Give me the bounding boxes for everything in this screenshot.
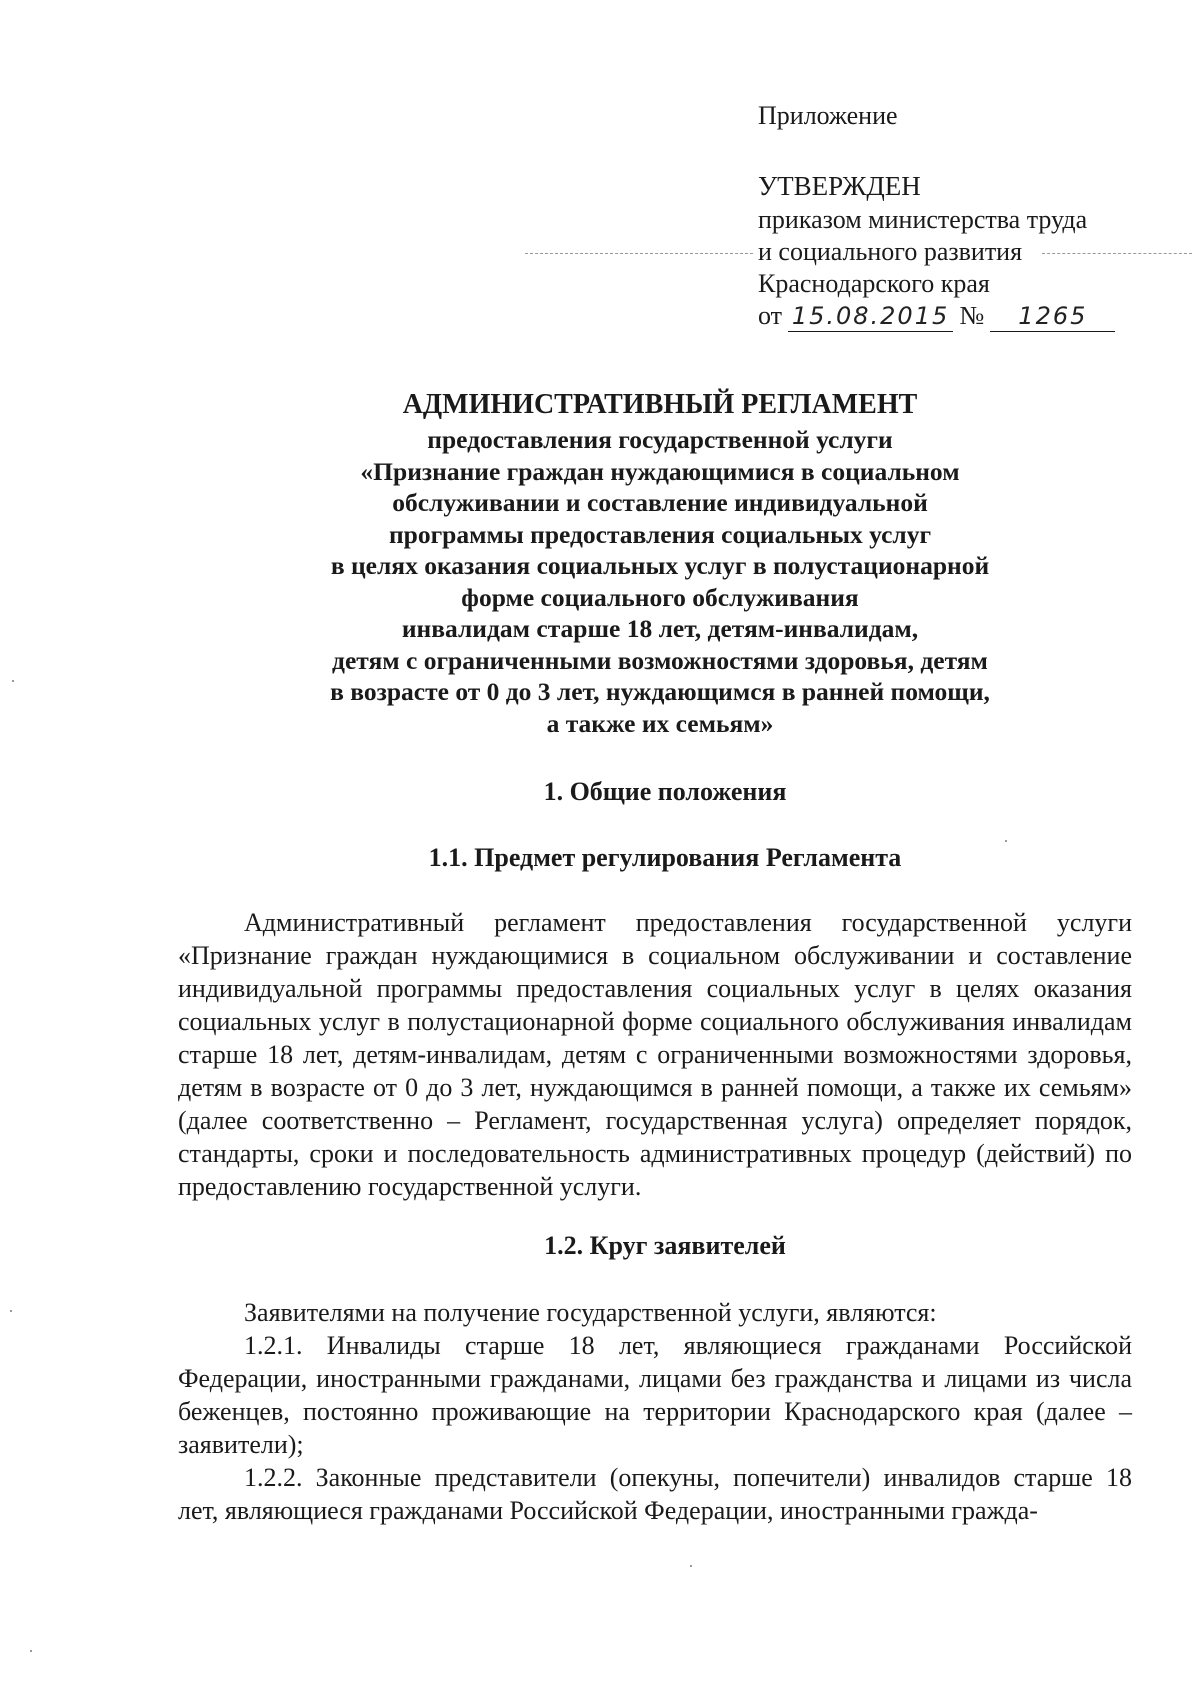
section-heading-general: 1. Общие положения: [543, 777, 787, 806]
section-heading-subject: 1.1. Предмет регулирования Регламента: [428, 843, 902, 872]
applicants-item-2: 1.2.2. Законные представители (опекуны, попечители) инвалидов старше 18 лет, являющиеся гражданами Российской Федерации, иностранными гражда-: [178, 1463, 1132, 1525]
scan-speck: [690, 1565, 692, 1567]
approved-label: УТВЕРЖДЕН: [758, 171, 921, 201]
title-line-6: форме социального обслуживания: [461, 582, 859, 612]
applicants-item-1: 1.2.1. Инвалиды старше 18 лет, являющиеся гражданами Российской Федерации, иностранными гражданами, лицами без гражданства и лицами из числа беженцев, постоянно проживающие на территории Краснодарского края (далее – заявители);: [178, 1331, 1132, 1459]
title-line-9: в возрасте от 0 до 3 лет, нуждающимся в ранней помощи,: [330, 677, 990, 706]
title-line-2: «Признание граждан нуждающимися в социальном: [360, 456, 960, 486]
handwritten-date: 15.08.2015: [788, 301, 953, 332]
date-prefix: от: [758, 301, 783, 330]
title-line-3: обслуживании и составление индивидуальной: [392, 488, 928, 517]
approval-line-1: приказом министерства труда: [758, 205, 1088, 234]
scan-speck: [1005, 840, 1007, 842]
applicants-block: [178, 1296, 1132, 1527]
title-line-8: детям с ограниченными возможностями здоровья, детям: [332, 645, 988, 675]
dashed-rule-left: [525, 253, 753, 254]
document-title: АДМИНИСТРАТИВНЫЙ РЕГЛАМЕНТ: [402, 389, 918, 420]
approval-line-3: Краснодарского края: [758, 269, 990, 298]
applicants-intro: Заявителями на получение государственной услуги, являются:: [244, 1298, 937, 1327]
subject-paragraph-block: [178, 906, 1132, 1203]
title-line-7: инвалидам старше 18 лет, детям-инвалидам,: [401, 614, 919, 643]
subject-paragraph: Административный регламент предоставления государственной услуги «Признание граждан нуждающимися в социальном обслуживании и составление индивидуальной программы предоставления социальных услуг в целях оказания социальных услуг в полустационарной форме социального обслуживания инвалидам старше 18 лет, детям-инвалидам, детям с ограниченными возможностями здоровья, детям в возрасте от 0 до 3 лет, нуждающимся в ранней помощи, а также их семьям» (далее соответственно – Регламент, государственная услуга) определяет порядок, стандарты, сроки и последовательность административных процедур (действий) по предоставлению государственной услуги.: [178, 908, 1132, 1201]
scan-speck: [10, 1310, 12, 1312]
handwritten-number: 1265: [990, 301, 1115, 332]
scan-speck: [30, 1650, 32, 1652]
approval-line-2: и социального развития: [758, 237, 1023, 266]
title-line-10: а также их семьям»: [546, 708, 774, 738]
title-line-1: предоставления государственной услуги: [427, 425, 893, 454]
appendix-label: Приложение: [758, 101, 898, 130]
section-heading-applicants: 1.2. Круг заявителей: [544, 1231, 786, 1260]
title-line-5: в целях оказания социальных услуг в полустационарной: [330, 551, 990, 580]
title-line-4: программы предоставления социальных услуг: [388, 519, 932, 549]
scan-speck: [12, 680, 14, 682]
order-date-number-line: [758, 300, 1158, 332]
approval-block: [758, 100, 1158, 332]
number-prefix: №: [959, 301, 985, 330]
document-title-block: [240, 388, 1080, 739]
